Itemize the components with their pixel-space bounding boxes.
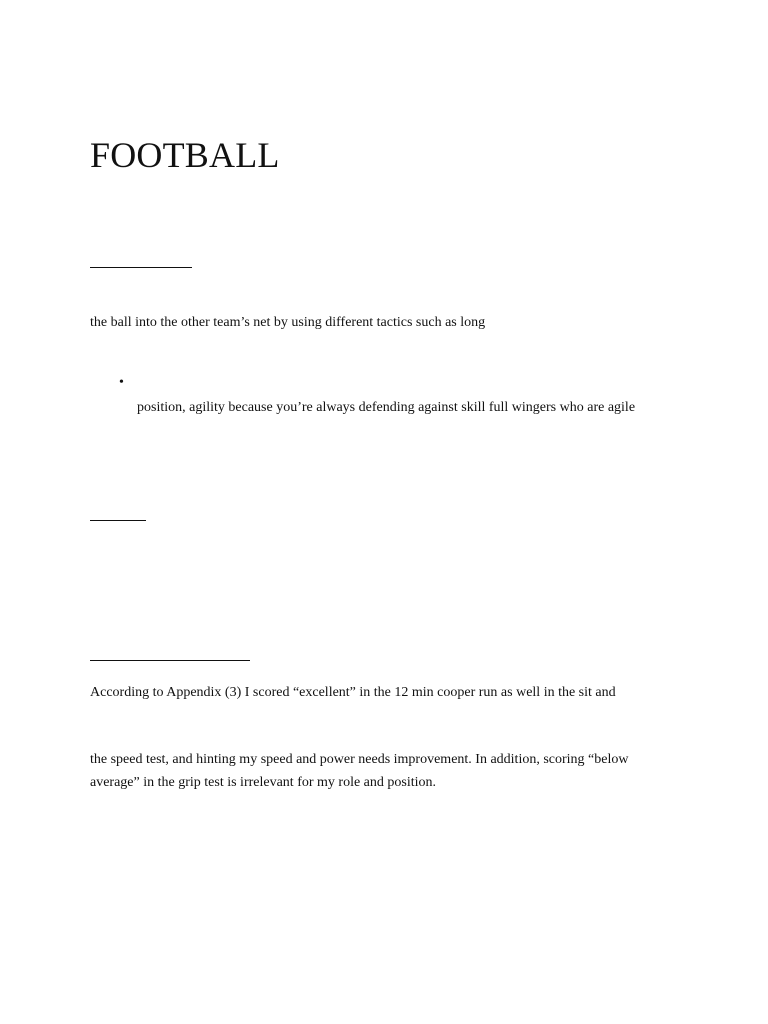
paragraph-speed-test: the speed test, and hinting my speed and power needs improvement. In addition, scoring “below (90, 752, 629, 767)
heading-underline-1 (90, 267, 192, 268)
paragraph-grip-test: average” in the grip test is irrelevant for my role and position. (90, 775, 437, 790)
paragraph-appendix-results: According to Appendix (3) I scored “excellent” in the 12 min cooper run as well in the sit and (90, 685, 616, 700)
heading-underline-3 (90, 660, 250, 661)
bullet-point: • (119, 375, 124, 390)
paragraph-position-agility: position, agility because you’re always defending against skill full wingers who are agile (137, 400, 636, 415)
paragraph-objective: the ball into the other team’s net by using different tactics such as long (90, 315, 486, 330)
document-title: FOOTBALL (90, 135, 280, 175)
heading-underline-2 (90, 520, 146, 521)
